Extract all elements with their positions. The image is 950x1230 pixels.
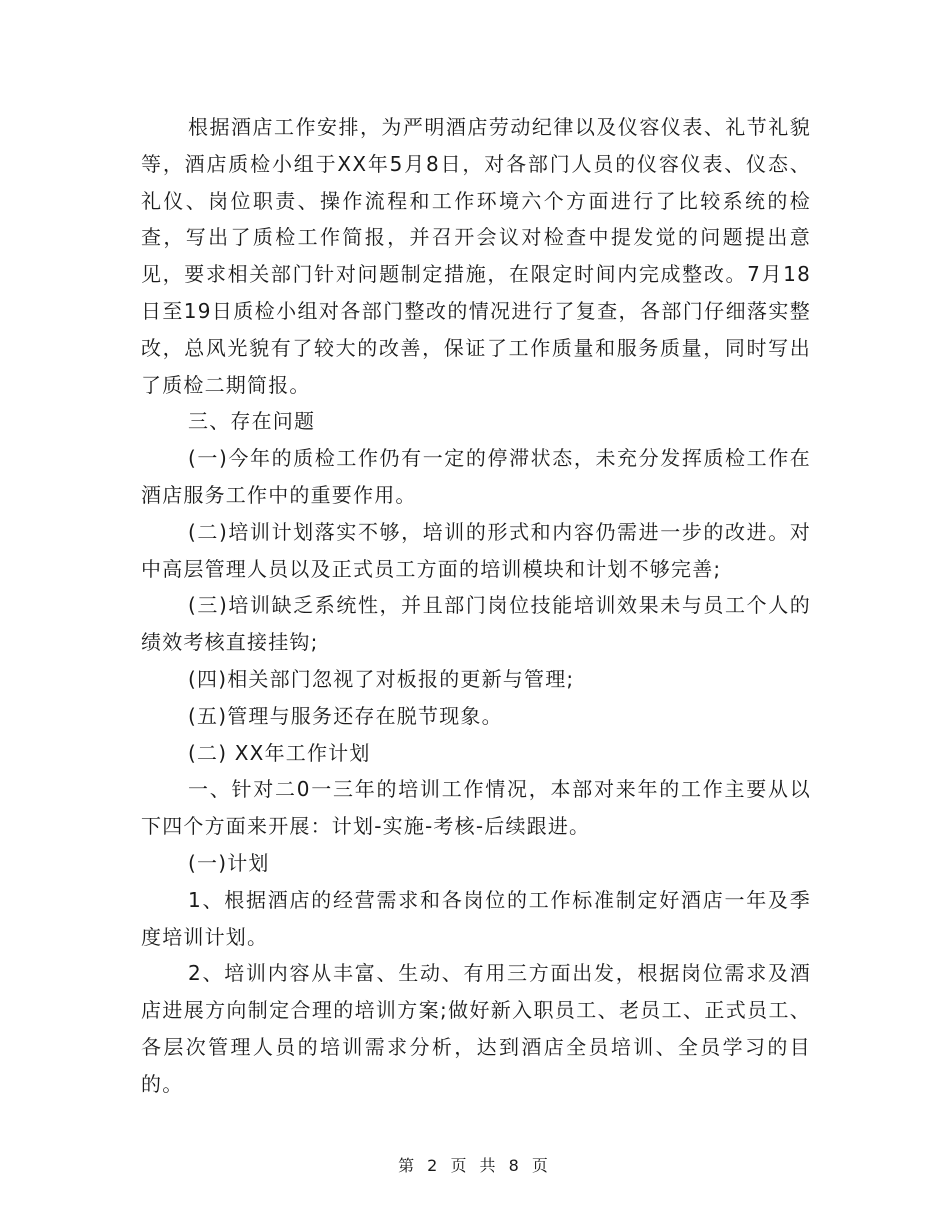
issue-item-5: (五)管理与服务还存在脱节现象。	[188, 703, 503, 728]
paragraph-quality-inspection: 根据酒店工作安排，为严明酒店劳动纪律以及仪容仪表、礼节礼貌等，酒店质检小组于XX年5月8日，对各部门人员的仪容仪表、仪态、礼仪、岗位职责、操作流程和工作环境六个方面进行了比较系统的检查，写出了质检工作简报，并召开会议对检查中提发觉的问题提出意见，要求相关部门针对问题制定措施，在限定时间内完成整改。7月18日至19日质检小组对各部门整改的情况进行了复查，各部门仔细落实整改，总风光貌有了较大的改善，保证了工作质量和服务质量，同时写出了质检二期简报。	[141, 115, 811, 397]
issue-item-1: (一)今年的质检工作仍有一定的停滞状态，未充分发挥质检工作在酒店服务工作中的重要作用。	[141, 446, 811, 507]
issue-item-2: (二)培训计划落实不够，培训的形式和内容仍需进一步的改进。对中高层管理人员以及正式员工方面的培训模块和计划不够完善;	[141, 519, 811, 581]
plan-item-1: 1、根据酒店的经营需求和各岗位的工作标准制定好酒店一年及季度培训计划。	[141, 887, 811, 949]
issue-item-3: (三)培训缺乏系统性，并且部门岗位技能培训效果未与员工个人的绩效考核直接挂钩;	[141, 593, 811, 655]
section-heading-work-plan: (二) XX年工作计划	[188, 740, 371, 765]
section-heading-issues: 三、存在问题	[188, 409, 316, 434]
page-number-footer: 第 2 页 共 8 页	[398, 1156, 552, 1175]
plan-intro-paragraph: 一、针对二0一三年的培训工作情况，本部对来年的工作主要从以下四个方面来开展：计划-实施-考核-后续跟进。	[141, 777, 811, 839]
subheading-plan: (一)计划	[188, 850, 270, 875]
document-body	[141, 109, 811, 1103]
plan-item-2: 2、培训内容从丰富、生动、有用三方面出发，根据岗位需求及酒店进展方向制定合理的培训方案;做好新入职员工、老员工、正式员工、各层次管理人员的培训需求分析，达到酒店全员培训、全员学习的目的。	[141, 961, 811, 1096]
issue-item-4: (四)相关部门忽视了对板报的更新与管理;	[188, 666, 575, 691]
